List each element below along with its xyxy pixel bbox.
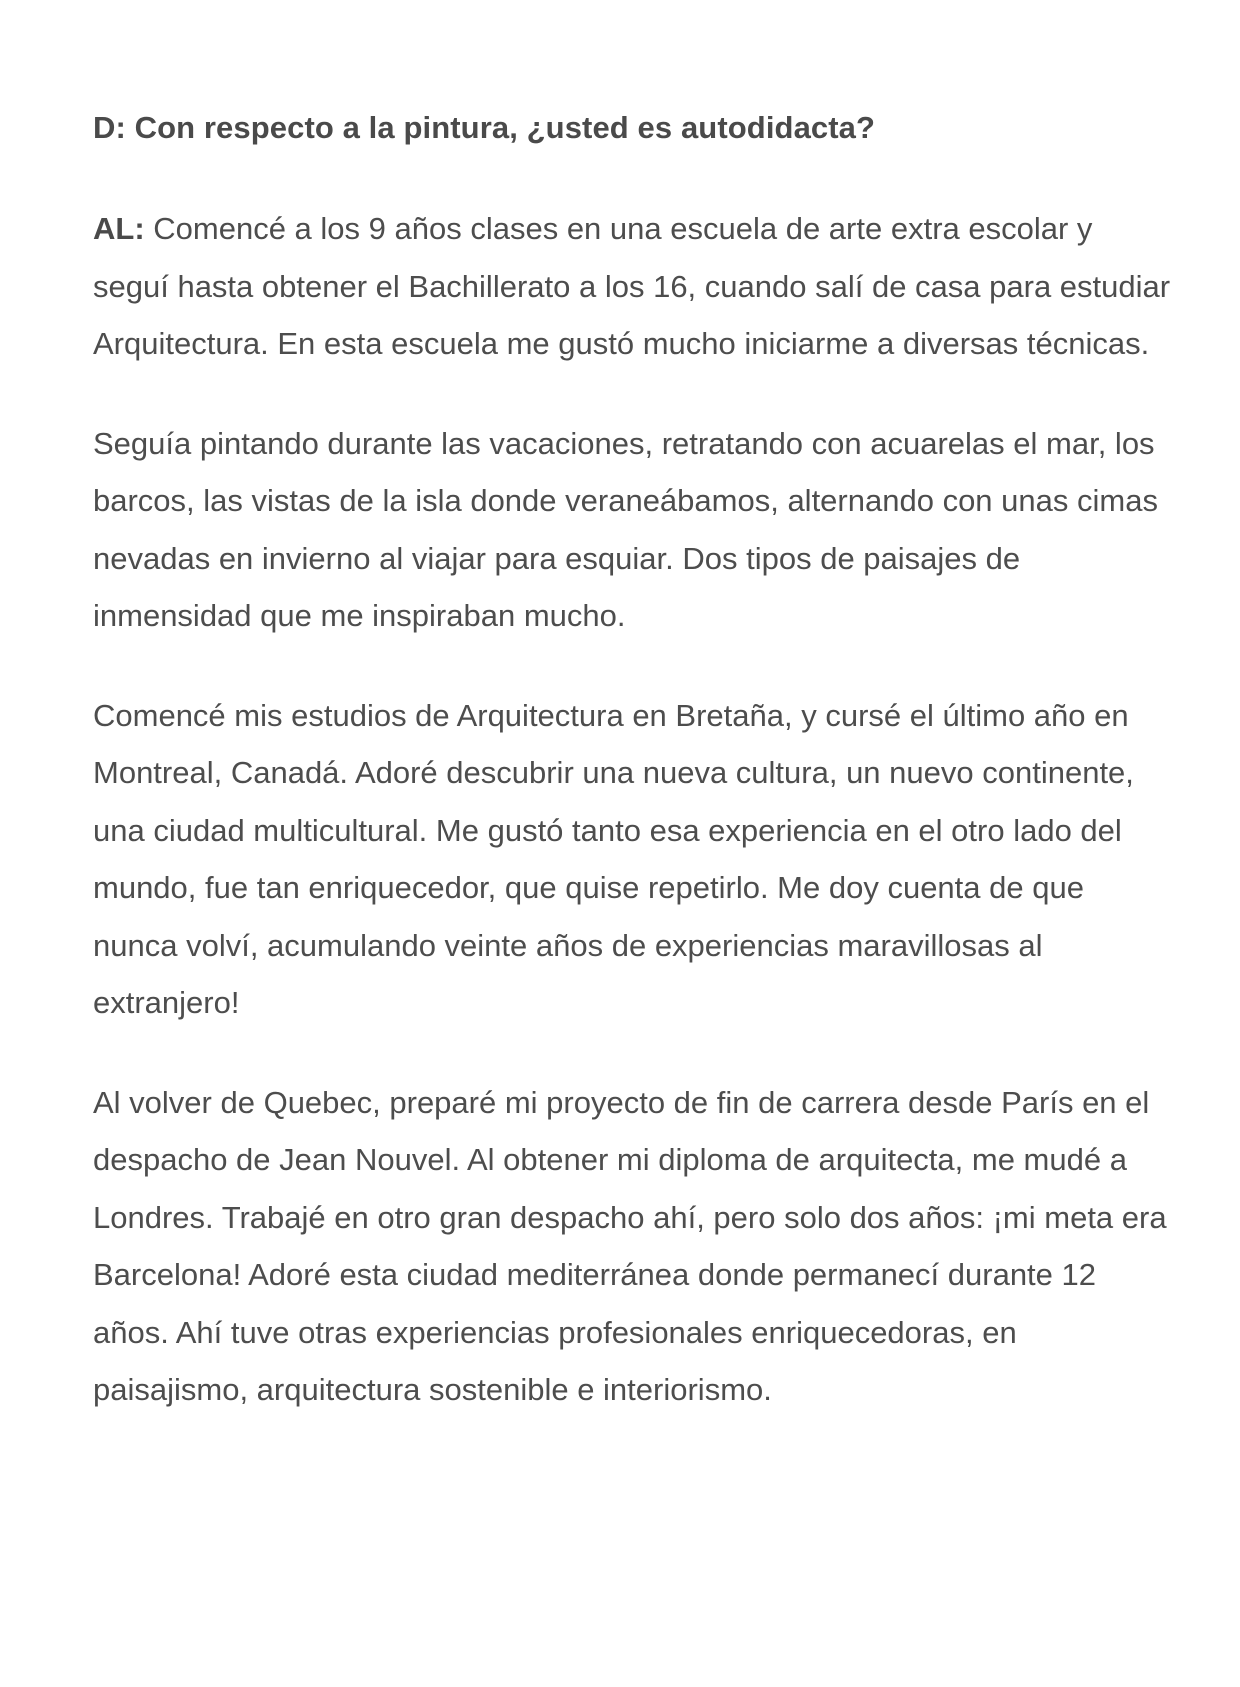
answer-paragraph-4: Al volver de Quebec, preparé mi proyecto de fin de carrera desde París en el despacho de Jean Nouvel. Al obtener mi diploma de arquitecta, me mudé a Londres. Trabajé en otro gran despacho ahí, pero solo dos años: ¡mi meta era Barcelona! Adoré esta ciudad mediterránea donde permanecí durante 12 años. Ahí tuve otras experiencias profesionales enriquecedoras, en paisajismo, arquitectura sostenible e interiorismo.	[93, 1084, 1167, 1407]
answer-paragraph-2: Seguía pintando durante las vacaciones, retratando con acuarelas el mar, los barcos, las vistas de la isla donde veraneábamos, alternando con unas cimas nevadas en invierno al viajar para esquiar. Dos tipos de paisajes de inmensidad que me inspiraban mucho.	[93, 425, 1158, 633]
interview-question: D: Con respecto a la pintura, ¿usted es autodidacta?	[93, 110, 876, 145]
answer-paragraph-1	[93, 200, 1173, 373]
interview-article	[93, 104, 1173, 1461]
speaker-label: AL:	[93, 211, 145, 246]
answer-paragraph-3: Comencé mis estudios de Arquitectura en Bretaña, y cursé el último año en Montreal, Canadá. Adoré descubrir una nueva cultura, un nuevo continente, una ciudad multicultural. Me gustó tanto esa experiencia en el otro lado del mundo, fue tan enriquecedor, que quise repetirlo. Me doy cuenta de que nunca volví, acumulando veinte años de experiencias maravillosas al extranjero!	[93, 697, 1134, 1020]
answer-text-1: Comencé a los 9 años clases en una escuela de arte extra escolar y seguí hasta obtener el Bachillerato a los 16, cuando salí de casa para estudiar Arquitectura. En esta escuela me gustó mucho iniciarme a diversas técnicas.	[93, 211, 1171, 361]
